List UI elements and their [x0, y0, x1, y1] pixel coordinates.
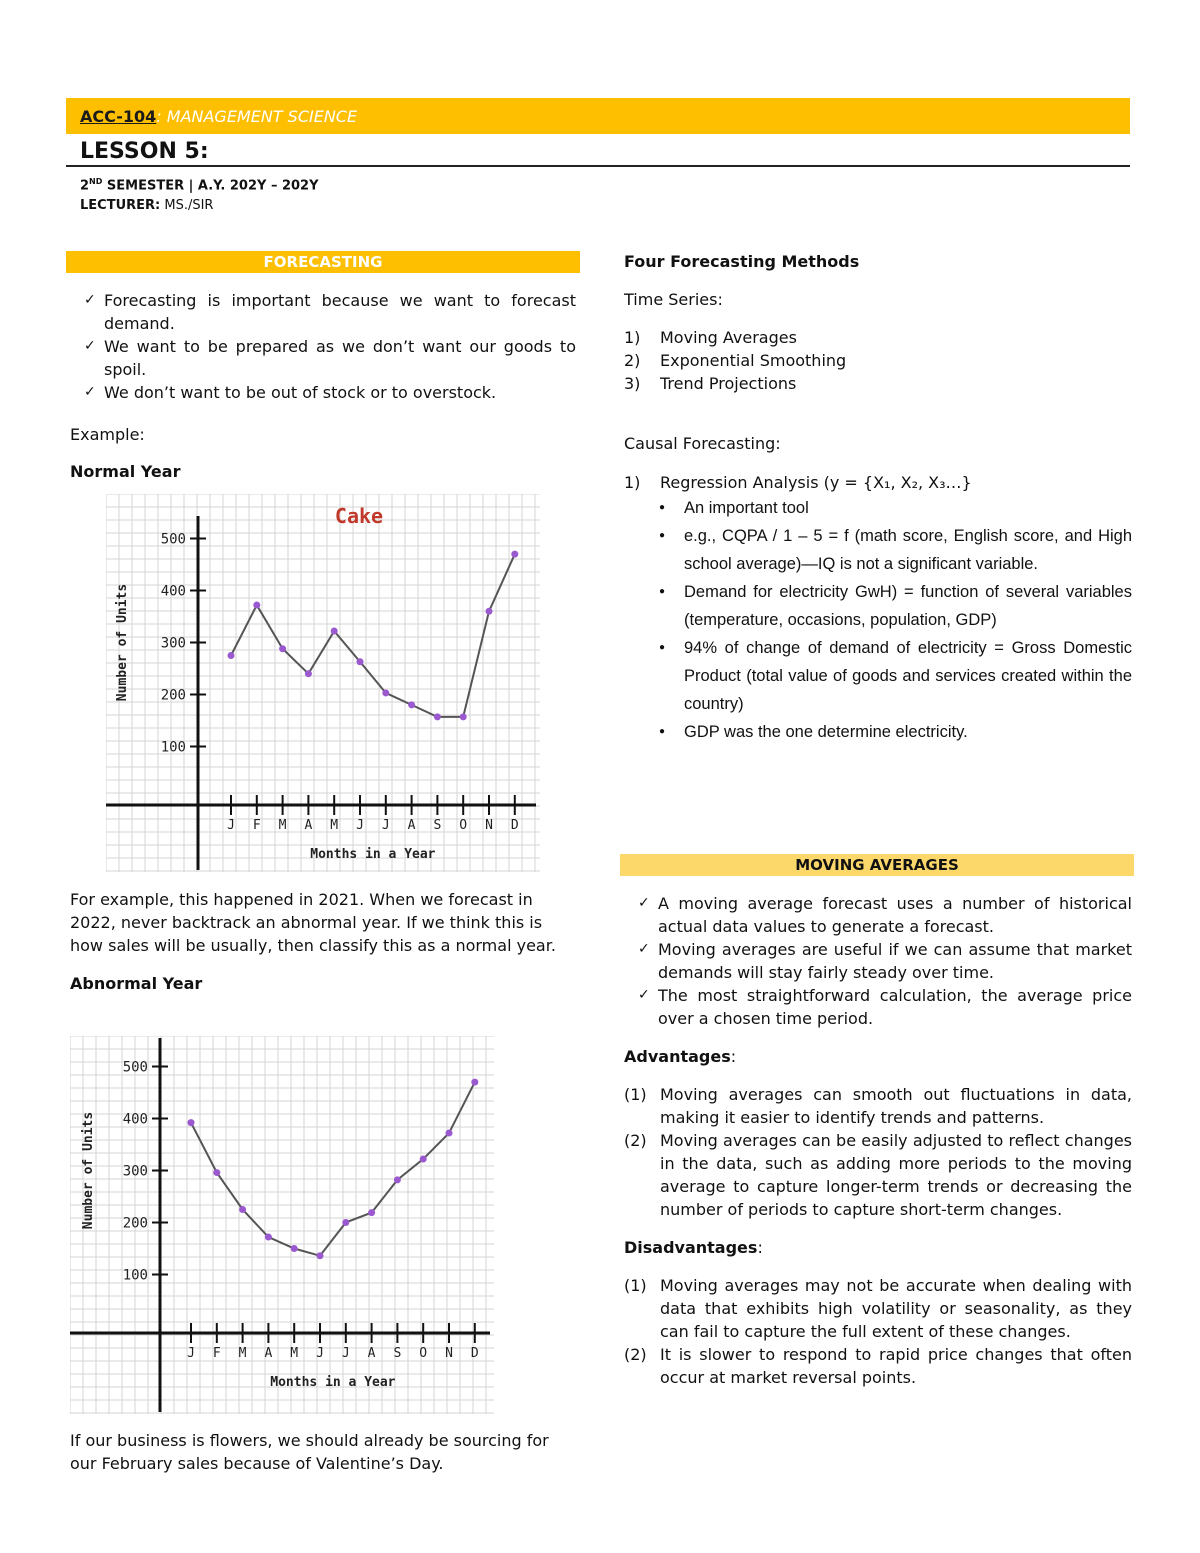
abnormal-year-chart: [70, 1036, 494, 1414]
checkmark-icon: ✓: [638, 895, 650, 911]
data-point: [394, 1176, 401, 1183]
forecasting-check-item-text: Forecasting is important because we want to forecast demand.: [104, 291, 576, 333]
advantage-item-number: (1): [624, 1085, 647, 1104]
data-point: [408, 701, 415, 708]
moving-average-check-item: [624, 984, 1132, 1030]
checkmark-icon: ✓: [84, 384, 96, 400]
disadvantage-item: [624, 1274, 1132, 1343]
data-point: [253, 602, 260, 609]
disadvantages-label: Disadvantages: [624, 1238, 758, 1257]
x-tick-label: J: [356, 818, 364, 833]
x-tick-label: O: [419, 1346, 428, 1361]
x-tick-label: N: [445, 1346, 453, 1361]
x-tick-label: J: [381, 818, 390, 833]
x-tick-label: S: [393, 1346, 402, 1361]
y-tick-label: 500: [160, 531, 186, 548]
causal-item-text: Regression Analysis (y = {X₁, X₂, X₃…}: [660, 473, 972, 492]
causal-bullet-text: Demand for electricity GwH) = function of several variables (temperature, occasions, population, GDP): [684, 583, 1132, 629]
forecasting-check-item: [70, 335, 576, 381]
y-tick-label: 400: [122, 1111, 148, 1128]
forecasting-checklist: [70, 289, 576, 483]
chart-title: Cake: [334, 504, 384, 528]
causal-item: [624, 471, 1132, 494]
causal-bullet-item: [640, 494, 1132, 522]
disadvantage-item: [624, 1343, 1132, 1389]
y-tick-label: 300: [122, 1163, 148, 1180]
data-point: [382, 689, 389, 696]
normal-year-chart: [106, 494, 540, 872]
data-point: [331, 628, 338, 635]
data-point: [357, 658, 364, 665]
lecturer-line: [80, 198, 213, 213]
checkmark-icon: ✓: [84, 292, 96, 308]
x-tick-label: M: [330, 818, 339, 833]
x-tick-label: D: [510, 818, 519, 833]
lecturer-label: LECTURER:: [80, 198, 161, 213]
data-point: [188, 1119, 195, 1126]
checkmark-icon: ✓: [638, 941, 650, 957]
causal-bullet-text: GDP was the one determine electricity.: [684, 723, 968, 741]
advantage-item-text: Moving averages can be easily adjusted to reflect changes in the data, such as adding more periods to the moving average to capture longer-term trends or decreasing the number of periods to capture short-term changes.: [660, 1131, 1132, 1219]
data-point: [265, 1234, 272, 1241]
series-line: [231, 554, 515, 717]
y-axis-label: Number of Units: [115, 583, 130, 702]
causal-bullet-item: [640, 522, 1132, 578]
time-series-item-text: Moving Averages: [660, 328, 797, 347]
advantages-heading: [624, 1045, 1132, 1068]
moving-averages-section: [624, 892, 1132, 1389]
data-point: [213, 1169, 220, 1176]
advantage-item: [624, 1129, 1132, 1221]
time-series-item: [624, 326, 1132, 349]
time-series-item-text: Exponential Smoothing: [660, 351, 847, 370]
data-point: [317, 1252, 324, 1259]
methods-heading: Four Forecasting Methods: [624, 252, 860, 271]
causal-bullet-text: An important tool: [684, 499, 809, 517]
abnormal-year-heading: Abnormal Year: [70, 974, 203, 993]
data-point: [239, 1206, 246, 1213]
causal-bullet-item: [640, 578, 1132, 634]
disadvantage-item-number: (2): [624, 1345, 647, 1364]
data-point: [291, 1245, 298, 1252]
course-code: ACC-104: [80, 106, 157, 126]
time-series-item: [624, 372, 1132, 395]
lecturer-value: MS./SIR: [160, 198, 214, 213]
x-axis-label: Months in a Year: [270, 1375, 396, 1390]
x-tick-label: M: [238, 1346, 247, 1361]
time-series-item: [624, 349, 1132, 372]
disadvantage-item-text: Moving averages may not be accurate when dealing with data that exhibits high volatility or seasonality, as they can fail to capture the full extent of these changes.: [660, 1276, 1132, 1341]
forecasting-check-item-text: We don’t want to be out of stock or to overstock.: [104, 383, 497, 402]
x-tick-label: A: [304, 818, 313, 833]
data-point: [279, 645, 286, 652]
abnormal-year-paragraph: If our business is flowers, we should already be sourcing for our February sales because of Valentine’s Day.: [70, 1431, 549, 1473]
forecasting-check-item-text: We want to be prepared as we don’t want our goods to spoil.: [104, 337, 576, 379]
moving-average-check-item-text: Moving averages are useful if we can assume that market demands will stay fairly steady over time.: [658, 940, 1132, 982]
data-point: [305, 670, 312, 677]
data-point: [460, 713, 467, 720]
advantage-item-text: Moving averages can smooth out fluctuations in data, making it easier to identify trends and patterns.: [660, 1085, 1132, 1127]
series-line: [191, 1082, 475, 1256]
semester-sup: ND: [89, 177, 103, 186]
example-label: Example:: [70, 425, 145, 444]
y-axis-label: Number of Units: [81, 1111, 96, 1230]
data-point: [434, 713, 441, 720]
moving-average-check-item-text: The most straightforward calculation, the average price over a chosen time period.: [658, 986, 1132, 1028]
bullet-icon: ●: [658, 586, 666, 597]
checkmark-icon: ✓: [84, 338, 96, 354]
data-point: [511, 551, 518, 558]
checkmark-icon: ✓: [638, 987, 650, 1003]
moving-average-check-item-text: A moving average forecast uses a number of historical actual data values to generate a forecast.: [658, 894, 1132, 936]
time-series-item-text: Trend Projections: [660, 374, 797, 393]
time-series-item-number: 2): [624, 351, 641, 370]
y-tick-label: 500: [122, 1059, 148, 1076]
y-tick-label: 400: [160, 583, 186, 600]
x-tick-label: S: [433, 818, 442, 833]
x-tick-label: D: [470, 1346, 479, 1361]
x-tick-label: J: [341, 1346, 350, 1361]
data-point: [342, 1219, 349, 1226]
disadvantage-item-number: (1): [624, 1276, 647, 1295]
header-divider: [66, 165, 1130, 167]
x-tick-label: M: [278, 818, 287, 833]
data-point: [368, 1209, 375, 1216]
x-tick-label: F: [252, 818, 261, 833]
data-point: [446, 1130, 453, 1137]
advantages-colon: :: [730, 1047, 737, 1066]
causal-bullet-item: [640, 634, 1132, 718]
moving-averages-header: MOVING AVERAGES: [620, 854, 1134, 876]
y-tick-label: 200: [160, 687, 186, 704]
moving-average-check-item: [624, 938, 1132, 984]
data-point: [228, 652, 235, 659]
course-title: MANAGEMENT SCIENCE: [166, 106, 358, 126]
disadvantages-colon: :: [757, 1238, 763, 1257]
bullet-icon: ●: [658, 642, 666, 653]
causal-bullet-text: e.g., CQPA / 1 – 5 = f (math score, English score, and High school average)—IQ is not a significant variable.: [684, 527, 1132, 573]
course-sep: :: [156, 106, 162, 126]
data-point: [486, 608, 493, 615]
y-tick-label: 100: [122, 1267, 148, 1284]
semester-rest: SEMESTER | A.Y. 202Y – 202Y: [102, 178, 319, 194]
y-tick-label: 300: [160, 635, 186, 652]
x-tick-label: M: [290, 1346, 299, 1361]
data-point: [420, 1156, 427, 1163]
advantage-item-number: (2): [624, 1131, 647, 1150]
normal-year-text: [70, 888, 576, 995]
advantages-label: Advantages: [624, 1047, 731, 1066]
time-series-item-number: 3): [624, 374, 641, 393]
x-tick-label: A: [367, 1346, 376, 1361]
disadvantage-item-text: It is slower to respond to rapid price changes that often occur at market reversal points.: [660, 1345, 1132, 1387]
x-tick-label: J: [316, 1346, 324, 1361]
causal-item-number: 1): [624, 473, 641, 492]
bullet-icon: ●: [658, 726, 666, 737]
forecasting-check-item: [70, 381, 576, 404]
y-tick-label: 200: [122, 1215, 148, 1232]
x-tick-label: N: [485, 818, 493, 833]
course-banner: [66, 98, 1130, 134]
bullet-icon: ●: [658, 502, 666, 513]
time-series-label: Time Series:: [624, 290, 723, 309]
y-tick-label: 100: [160, 739, 186, 756]
x-tick-label: J: [187, 1346, 195, 1361]
disadvantages-heading: [624, 1236, 1132, 1259]
time-series-item-number: 1): [624, 328, 641, 347]
normal-year-paragraph: For example, this happened in 2021. When we forecast in 2022, never backtrack an abnormal year. If we think this is how sales will be usually, then classify this as a normal year.: [70, 890, 556, 955]
causal-label: Causal Forecasting:: [624, 434, 781, 453]
x-tick-label: A: [264, 1346, 273, 1361]
data-point: [471, 1079, 478, 1086]
chart-grid: [106, 494, 540, 872]
semester-num: 2: [80, 178, 90, 194]
forecasting-check-item: [70, 289, 576, 335]
causal-bullet-text: 94% of change of demand of electricity = Gross Domestic Product (total value of goods and services created within the country): [684, 639, 1132, 713]
semester-line: [80, 177, 319, 193]
advantage-item: [624, 1083, 1132, 1129]
lesson-title: LESSON 5:: [80, 139, 209, 164]
forecasting-header: FORECASTING: [66, 251, 580, 273]
x-tick-label: A: [407, 818, 416, 833]
x-tick-label: J: [227, 818, 235, 833]
causal-bullet-item: [640, 718, 1132, 746]
x-axis-label: Months in a Year: [310, 847, 436, 862]
x-tick-label: O: [459, 818, 468, 833]
bullet-icon: ●: [658, 530, 666, 541]
methods-section: [624, 250, 1132, 746]
moving-average-check-item: [624, 892, 1132, 938]
x-tick-label: F: [212, 1346, 221, 1361]
normal-year-heading: Normal Year: [70, 462, 181, 481]
